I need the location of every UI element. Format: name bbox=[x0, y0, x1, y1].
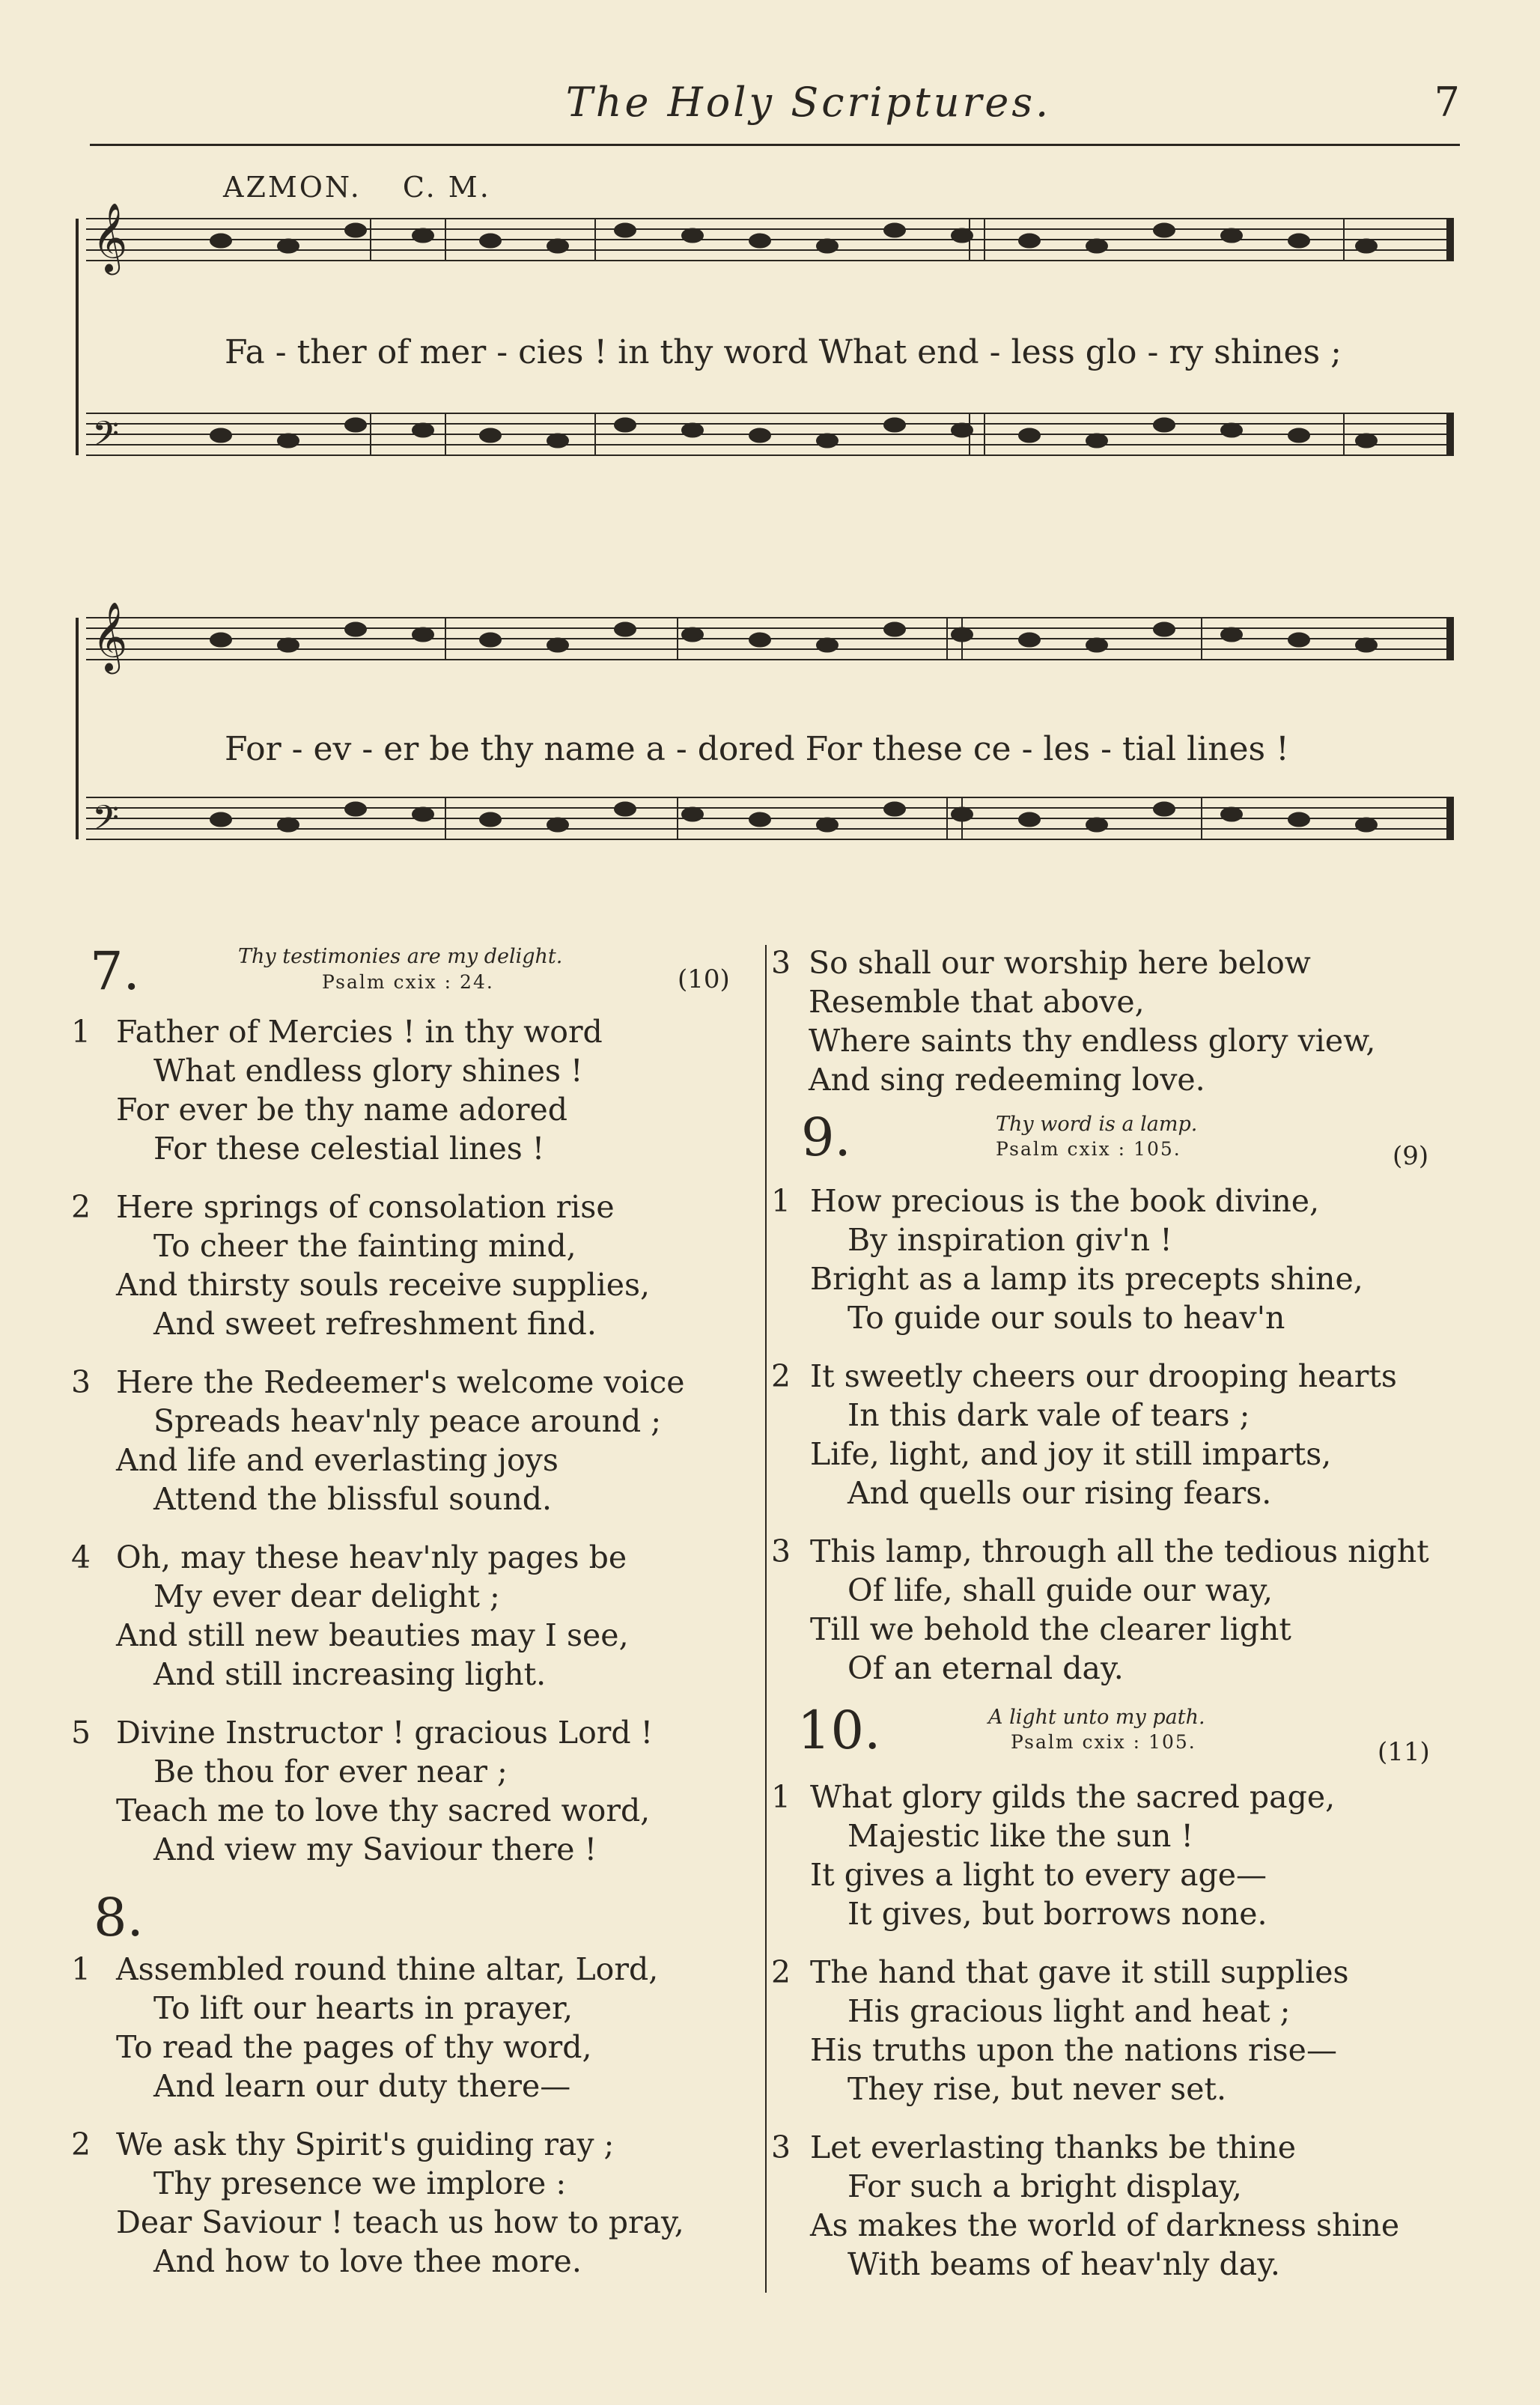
verse-line: With beams of heav'nly day. bbox=[847, 2246, 1280, 2282]
verse-line: Of life, shall guide our way, bbox=[847, 1572, 1273, 1608]
note-head bbox=[1221, 628, 1242, 642]
note-head bbox=[480, 429, 501, 443]
verse-line: Oh, may these heav'nly pages be bbox=[116, 1539, 627, 1575]
verse-number: 2 bbox=[71, 1189, 91, 1225]
note-head bbox=[1086, 639, 1107, 652]
hymn-meter: (11) bbox=[1378, 1737, 1430, 1767]
verse-number: 5 bbox=[71, 1715, 91, 1751]
verse-line: This lamp, through all the tedious night bbox=[810, 1533, 1429, 1569]
verse-line: And sweet refreshment find. bbox=[153, 1306, 597, 1342]
verse-line: Assembled round thine altar, Lord, bbox=[116, 1951, 659, 1987]
verse-line: And view my Saviour there ! bbox=[153, 1831, 597, 1867]
hymn-number: 9. bbox=[801, 1107, 851, 1168]
verse-line: It sweetly cheers our drooping hearts bbox=[810, 1358, 1397, 1394]
verse-line: What endless glory shines ! bbox=[153, 1053, 583, 1089]
verse-number: 2 bbox=[771, 1358, 791, 1394]
verse-line: And learn our duty there— bbox=[153, 2068, 571, 2104]
note-head bbox=[817, 818, 838, 832]
note-head bbox=[547, 639, 568, 652]
note-head bbox=[615, 803, 636, 816]
note-head bbox=[1356, 818, 1377, 832]
note-head bbox=[952, 808, 973, 821]
verse-line: Dear Saviour ! teach us how to pray, bbox=[116, 2204, 684, 2240]
note-head bbox=[1288, 234, 1309, 248]
note-head bbox=[817, 639, 838, 652]
note-head bbox=[413, 628, 433, 642]
note-head bbox=[1154, 803, 1175, 816]
note-head bbox=[1086, 240, 1107, 253]
final-bar bbox=[1447, 618, 1453, 660]
note-head bbox=[884, 224, 905, 237]
note-head bbox=[210, 234, 231, 248]
verse-line: They rise, but never set. bbox=[847, 2071, 1226, 2107]
note-head bbox=[345, 623, 366, 636]
note-head bbox=[278, 434, 299, 448]
note-head bbox=[884, 419, 905, 432]
note-head bbox=[278, 818, 299, 832]
verse-line: Where saints thy endless glory view, bbox=[809, 1023, 1376, 1059]
verse-number: 3 bbox=[71, 1364, 91, 1400]
note-head bbox=[210, 813, 231, 827]
note-head bbox=[615, 419, 636, 432]
note-head bbox=[952, 628, 973, 642]
note-head bbox=[1356, 240, 1377, 253]
note-head bbox=[210, 633, 231, 647]
verse-line: For ever be thy name adored bbox=[116, 1092, 567, 1128]
verse-line: Be thou for ever near ; bbox=[153, 1754, 508, 1790]
hymn-meter: (10) bbox=[678, 964, 730, 994]
treble-clef: 𝄞 bbox=[92, 202, 128, 272]
verse-line: What glory gilds the sacred page, bbox=[810, 1779, 1336, 1815]
note-head bbox=[1019, 633, 1040, 647]
verse-line: Here springs of consolation rise bbox=[116, 1189, 615, 1225]
note-head bbox=[547, 818, 568, 832]
verse-line: And sing redeeming love. bbox=[809, 1062, 1205, 1098]
note-head bbox=[1154, 419, 1175, 432]
note-head bbox=[1221, 808, 1242, 821]
verse-line: And thirsty souls receive supplies, bbox=[116, 1267, 651, 1303]
verse-line: It gives, but borrows none. bbox=[847, 1896, 1267, 1932]
note-head bbox=[884, 803, 905, 816]
verse-line: His gracious light and heat ; bbox=[847, 1993, 1291, 2029]
note-head bbox=[1288, 813, 1309, 827]
note-head bbox=[952, 424, 973, 437]
hymn-number: 7. bbox=[90, 940, 140, 1002]
note-head bbox=[413, 808, 433, 821]
verse-line: The hand that gave it still supplies bbox=[810, 1954, 1349, 1990]
bass-clef: 𝄢 bbox=[92, 798, 120, 847]
note-head bbox=[345, 419, 366, 432]
running-title: The Holy Scriptures. bbox=[565, 79, 1052, 126]
verse-line: And how to love thee more. bbox=[153, 2243, 582, 2279]
note-head bbox=[547, 434, 568, 448]
note-head bbox=[1288, 633, 1309, 647]
note-head bbox=[210, 429, 231, 443]
verse-line: Bright as a lamp its precepts shine, bbox=[810, 1261, 1363, 1297]
verse-line: So shall our worship here below bbox=[809, 945, 1311, 981]
note-head bbox=[278, 240, 299, 253]
verse-line: How precious is the book divine, bbox=[810, 1183, 1320, 1219]
verse-line: In this dark vale of tears ; bbox=[847, 1397, 1250, 1433]
verse-number: 1 bbox=[71, 1014, 91, 1050]
verse-number: 3 bbox=[771, 945, 791, 981]
note-head bbox=[1019, 234, 1040, 248]
hymn-title: A light unto my path. bbox=[988, 1706, 1205, 1729]
verse-line: And quells our rising fears. bbox=[847, 1475, 1272, 1511]
note-head bbox=[1154, 623, 1175, 636]
note-head bbox=[952, 229, 973, 243]
note-head bbox=[749, 813, 770, 827]
hymn-title: Thy testimonies are my delight. bbox=[238, 945, 563, 968]
hymn-title: Thy word is a lamp. bbox=[996, 1113, 1198, 1136]
verse-line: To read the pages of thy word, bbox=[116, 2029, 592, 2065]
note-head bbox=[480, 633, 501, 647]
note-head bbox=[278, 639, 299, 652]
verse-line: Teach me to love thy sacred word, bbox=[116, 1793, 651, 1828]
note-head bbox=[884, 623, 905, 636]
note-head bbox=[1356, 434, 1377, 448]
header-rule bbox=[90, 144, 1460, 146]
final-bar bbox=[1447, 219, 1453, 261]
verse-line: By inspiration giv'n ! bbox=[847, 1222, 1172, 1258]
note-head bbox=[413, 424, 433, 437]
verse-line: Thy presence we implore : bbox=[153, 2165, 567, 2201]
page-header bbox=[90, 79, 1460, 139]
verse-line: Attend the blissful sound. bbox=[153, 1481, 553, 1517]
verse-line: We ask thy Spirit's guiding ray ; bbox=[116, 2126, 615, 2162]
note-head bbox=[749, 633, 770, 647]
note-head bbox=[749, 234, 770, 248]
verse-line: Father of Mercies ! in thy word bbox=[116, 1014, 603, 1050]
note-head bbox=[1288, 429, 1309, 443]
verse-line: And still increasing light. bbox=[153, 1656, 547, 1692]
note-head bbox=[547, 240, 568, 253]
note-head bbox=[345, 803, 366, 816]
page-number: 7 bbox=[1434, 79, 1460, 126]
note-head bbox=[682, 808, 703, 821]
lyric-line-1: Fa - ther of mer - cies ! in thy word What end - less glo - ry shines ; bbox=[225, 333, 1342, 371]
verse-line: Of an eternal day. bbox=[847, 1650, 1124, 1686]
verse-number: 4 bbox=[71, 1539, 91, 1575]
tune-name: AZMON. bbox=[223, 171, 362, 204]
hymn-psalm: Psalm cxix : 105. bbox=[1011, 1731, 1196, 1753]
note-head bbox=[1086, 818, 1107, 832]
note-head bbox=[413, 229, 433, 243]
lyric-line-2: For - ev - er be thy name a - dored For these ce - les - tial lines ! bbox=[225, 730, 1289, 768]
note-head bbox=[682, 229, 703, 243]
hymn-number: 10. bbox=[797, 1700, 881, 1761]
note-head bbox=[1019, 429, 1040, 443]
verse-line: To guide our souls to heav'n bbox=[847, 1300, 1285, 1336]
verse-line: Majestic like the sun ! bbox=[847, 1818, 1193, 1854]
note-head bbox=[1356, 639, 1377, 652]
note-head bbox=[615, 224, 636, 237]
verse-line: Life, light, and joy it still imparts, bbox=[810, 1436, 1332, 1472]
verse-line: For such a bright display, bbox=[847, 2168, 1242, 2204]
verse-line: Spreads heav'nly peace around ; bbox=[153, 1403, 662, 1439]
note-head bbox=[1154, 224, 1175, 237]
verse-number: 1 bbox=[771, 1779, 791, 1815]
hymn-psalm: Psalm cxix : 24. bbox=[322, 971, 494, 993]
note-head bbox=[682, 424, 703, 437]
note-head bbox=[817, 434, 838, 448]
note-head bbox=[345, 224, 366, 237]
verse-line: Here the Redeemer's welcome voice bbox=[116, 1364, 685, 1400]
final-bar bbox=[1447, 797, 1453, 839]
note-head bbox=[817, 240, 838, 253]
verse-line: His truths upon the nations rise— bbox=[810, 2032, 1337, 2068]
verse-number: 3 bbox=[771, 1533, 791, 1569]
verse-number: 1 bbox=[71, 1951, 91, 1987]
verse-number: 2 bbox=[771, 1954, 791, 1990]
final-bar bbox=[1447, 413, 1453, 455]
hymn-psalm: Psalm cxix : 105. bbox=[996, 1138, 1181, 1160]
verse-line: And life and everlasting joys bbox=[116, 1442, 559, 1478]
note-head bbox=[1221, 424, 1242, 437]
note-head bbox=[480, 813, 501, 827]
verse-number: 3 bbox=[771, 2129, 791, 2165]
verse-line: Let everlasting thanks be thine bbox=[810, 2129, 1297, 2165]
verse-number: 1 bbox=[771, 1183, 791, 1219]
verse-line: For these celestial lines ! bbox=[153, 1131, 545, 1167]
note-head bbox=[1221, 229, 1242, 243]
verse-line: To cheer the fainting mind, bbox=[153, 1228, 576, 1264]
verse-line: Till we behold the clearer light bbox=[810, 1611, 1291, 1647]
verse-line: It gives a light to every age— bbox=[810, 1857, 1267, 1893]
verse-line: My ever dear delight ; bbox=[153, 1578, 500, 1614]
tune-meter: C. M. bbox=[402, 171, 491, 204]
note-head bbox=[749, 429, 770, 443]
verse-line: As makes the world of darkness shine bbox=[810, 2207, 1400, 2243]
note-head bbox=[1086, 434, 1107, 448]
note-head bbox=[480, 234, 501, 248]
treble-clef: 𝄞 bbox=[92, 601, 128, 671]
verse-line: Resemble that above, bbox=[809, 984, 1145, 1020]
column-divider bbox=[765, 945, 767, 2293]
bass-clef: 𝄢 bbox=[92, 414, 120, 463]
hymn-number: 8. bbox=[94, 1887, 144, 1948]
verse-line: Divine Instructor ! gracious Lord ! bbox=[116, 1715, 654, 1751]
note-head bbox=[682, 628, 703, 642]
verse-line: To lift our hearts in prayer, bbox=[153, 1990, 573, 2026]
verse-line: And still new beauties may I see, bbox=[116, 1617, 629, 1653]
verse-number: 2 bbox=[71, 2126, 91, 2162]
note-head bbox=[1019, 813, 1040, 827]
note-head bbox=[615, 623, 636, 636]
hymn-meter: (9) bbox=[1393, 1141, 1429, 1171]
